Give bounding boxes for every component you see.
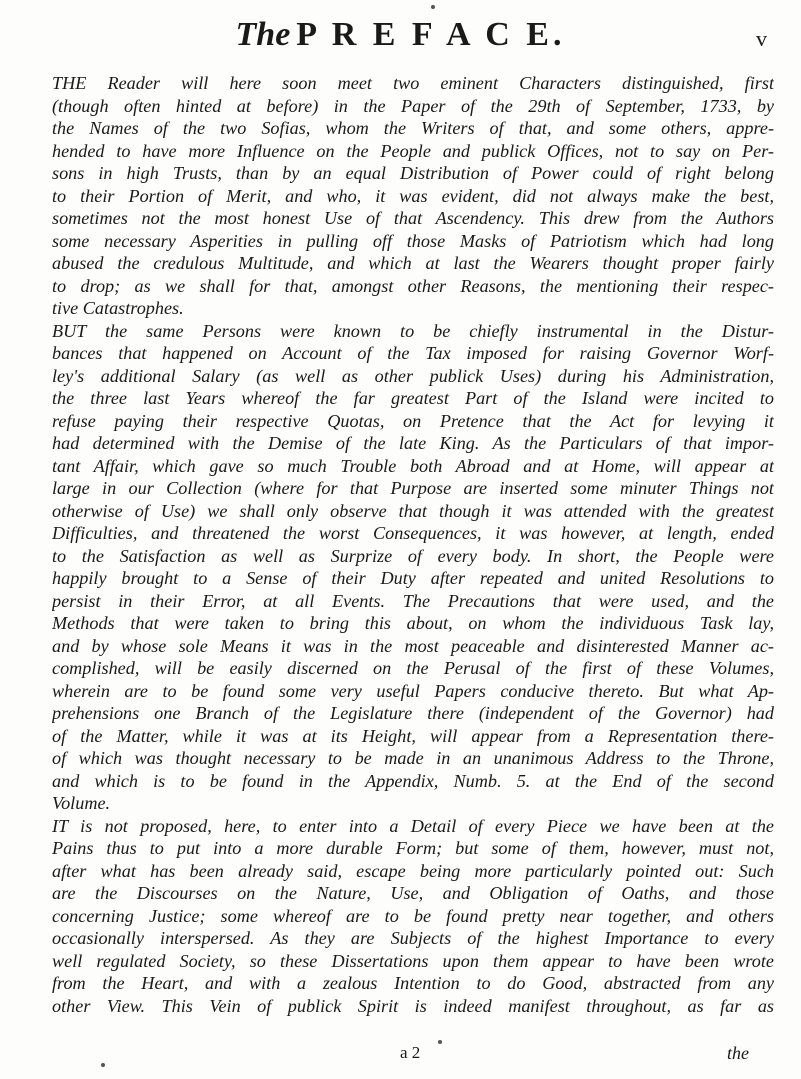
- text-line: occasionally interspersed. As they are Subjects of the highest Importance to every: [52, 928, 774, 948]
- text-line: of which was thought necessary to be made in an unanimous Address to the Throne,: [52, 748, 774, 768]
- text-line: and by whose sole Means it was in the most peaceable and disinterested Manner ac-: [52, 635, 774, 656]
- text-line: the Names of the two Sofias, whom the Writers of that, and some others, appre-: [52, 118, 774, 138]
- signature-mark: a 2: [400, 1043, 421, 1062]
- text-line: prehensions one Branch of the Legislature there (independent of the Governor) had: [52, 703, 774, 723]
- text-line: IT is not proposed, here, to enter into a Detail of every Piece we have been at the: [52, 815, 774, 836]
- ink-speck: [431, 5, 435, 9]
- page-number: v: [756, 26, 767, 51]
- text-line: THE Reader will here soon meet two eminent Characters distinguished, first: [52, 73, 774, 93]
- text-line: the three last Years whereof the far greatest Part of the Island were incited to: [52, 388, 774, 408]
- text-line: tant Affair, which gave so much Trouble both Abroad and at Home, will appear at: [52, 455, 774, 476]
- text-line: concerning Justice; some whereof are to be found pretty near together, and others: [52, 905, 774, 926]
- text-line: to their Portion of Merit, and who, it was evident, did not always make the best,: [52, 185, 774, 206]
- text-line: bances that happened on Account of the Tax imposed for raising Governor Worf-: [52, 343, 774, 363]
- paragraph-1: [52, 72, 774, 320]
- text-line: persist in their Error, at all Events. The Precautions that were used, and the: [52, 590, 774, 611]
- text-line: (though often hinted at before) in the Paper of the 29th of September, 1733, by: [52, 95, 774, 116]
- text-line: otherwise of Use) we shall only observe that though it was attended with the greatest: [52, 500, 774, 521]
- text-line: are the Discourses on the Nature, Use, and Obligation of Oaths, and those: [52, 883, 774, 903]
- text-line: happily brought to a Sense of their Duty after repeated and united Resolutions to: [52, 568, 774, 588]
- text-line: hended to have more Influence on the People and publick Offices, not to say on Per-: [52, 140, 774, 161]
- ink-speck: [101, 1063, 105, 1067]
- ink-speck: [438, 1040, 442, 1044]
- page-footer: [0, 1043, 801, 1069]
- text-line: tive Catastrophes.: [52, 298, 184, 318]
- text-line: large in our Collection (where for that Purpose are inserted some minuter Things not: [52, 478, 774, 498]
- catchword: the: [727, 1043, 749, 1063]
- text-line: ley's additional Salary (as well as other publick Uses) during his Administration,: [52, 365, 774, 386]
- text-line: well regulated Society, so these Dissertations upon them appear to have been wrote: [52, 950, 774, 971]
- text-line: to drop; as we shall for that, amongst other Reasons, the mentioning their respec-: [52, 275, 774, 296]
- running-head-title: P R E F A C E.: [296, 16, 566, 53]
- text-line: after what has been already said, escape being more particularly pointed out: Such: [52, 860, 774, 881]
- text-line: of the Matter, while it was at its Height, will appear from a Representation there-: [52, 725, 774, 746]
- text-line: BUT the same Persons were known to be chiefly instrumental in the Distur-: [52, 320, 774, 341]
- preface-body: [52, 72, 774, 1017]
- text-line: sons in high Trusts, than by an equal Distribution of Power could of right belong: [52, 163, 774, 183]
- text-line: Methods that were taken to bring this about, on whom the individuous Task lay,: [52, 613, 774, 633]
- text-line: refuse paying their respective Quotas, on Pretence that the Act for levying it: [52, 410, 774, 431]
- running-head-the: The: [235, 16, 291, 53]
- page-header: [0, 14, 801, 64]
- running-head: [0, 16, 801, 54]
- paragraph-2: [52, 320, 774, 815]
- text-line: Difficulties, and threatened the worst Consequences, it was however, at length, ended: [52, 523, 774, 543]
- text-line: from the Heart, and with a zealous Intention to do Good, abstracted from any: [52, 973, 774, 993]
- text-line: wherein are to be found some very useful Papers conducive thereto. But what Ap-: [52, 680, 774, 701]
- text-line: complished, will be easily discerned on the Perusal of the first of these Volumes,: [52, 658, 774, 678]
- text-line: Pains thus to put into a more durable Form; but some of them, however, must not,: [52, 838, 774, 858]
- text-line: and which is to be found in the Appendix, Numb. 5. at the End of the second: [52, 770, 774, 791]
- paragraph-3: [52, 815, 774, 1018]
- text-line: to the Satisfaction as well as Surprize of every body. In short, the People were: [52, 545, 774, 566]
- text-line: had determined with the Demise of the late King. As the Particulars of that impor-: [52, 433, 774, 453]
- text-line: sometimes not the most honest Use of that Ascendency. This drew from the Authors: [52, 208, 774, 228]
- text-line: some necessary Asperities in pulling off those Masks of Patriotism which had long: [52, 230, 774, 251]
- text-line: Volume.: [52, 793, 111, 813]
- text-line: other View. This Vein of publick Spirit is indeed manifest throughout, as far as: [52, 995, 774, 1016]
- text-line: abused the credulous Multitude, and which at last the Wearers thought proper fairly: [52, 253, 774, 273]
